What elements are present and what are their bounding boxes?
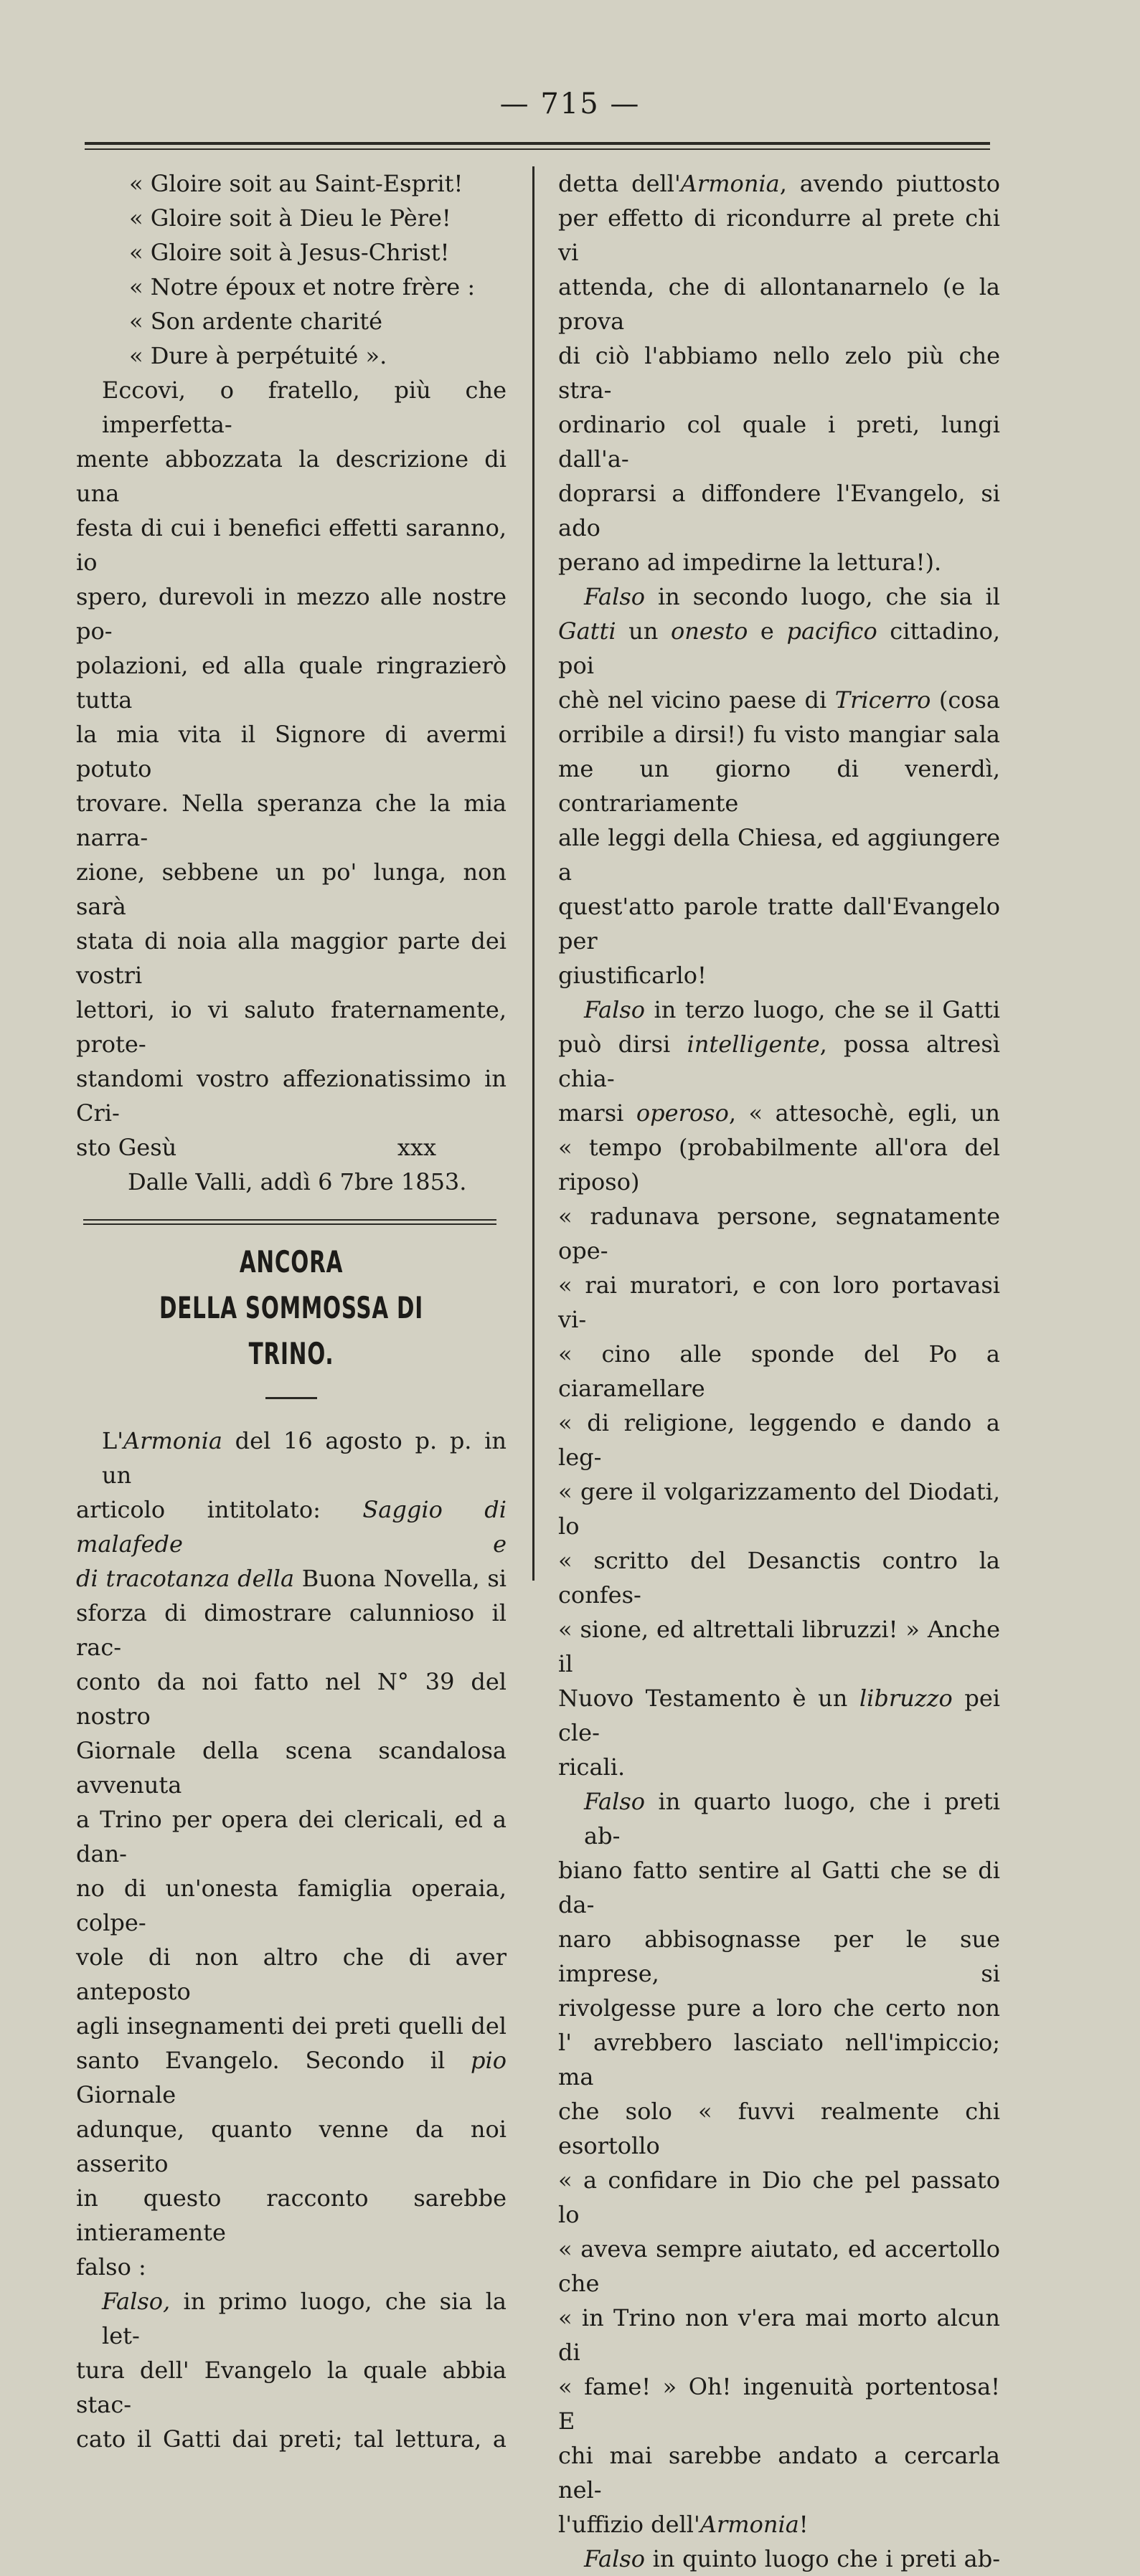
poem bbox=[76, 166, 507, 373]
text-line: rivolgesse pure a loro che certo non bbox=[558, 1994, 1000, 2022]
text-line: trovare. Nella speranza che la mia narra- bbox=[76, 790, 507, 851]
text-line: « fame! » Oh! ingenuità portentosa! E bbox=[558, 2373, 1000, 2435]
text-line: polazioni, ed alla quale ringrazierò tutta bbox=[76, 652, 507, 714]
text-span: cittadino, poi bbox=[558, 617, 1001, 679]
text-line: quest'atto parole tratte dall'Evangelo per bbox=[558, 893, 1000, 955]
text-span: L' bbox=[102, 1427, 124, 1454]
closing-paragraph bbox=[76, 373, 507, 1199]
poem-line: « Dure à perpétuité ». bbox=[129, 342, 387, 369]
text-line: festa di cui i benefici effetti saranno, io bbox=[76, 514, 507, 576]
poem-line: « Gloire soit à Dieu le Père! bbox=[129, 204, 451, 232]
text-line: attenda, che di allontanarnelo (e la prova bbox=[558, 273, 1000, 335]
signature-line bbox=[76, 1130, 507, 1165]
poem-line: « Gloire soit au Saint-Esprit! bbox=[129, 170, 463, 197]
text-line bbox=[558, 579, 1000, 614]
text-line: « cino alle sponde del Po a ciaramellare bbox=[558, 1340, 1000, 1402]
text-span: chè nel vicino paese di bbox=[558, 686, 835, 714]
header-rule bbox=[85, 142, 990, 150]
text-line: a Trino per opera dei clericali, ed a dan- bbox=[76, 1806, 507, 1867]
section-rule bbox=[83, 1219, 496, 1225]
article-paragraph bbox=[558, 166, 1000, 579]
text-span: (cosa bbox=[931, 686, 1001, 714]
text-span: Buona Novella, si bbox=[294, 1565, 507, 1592]
heading-line-1: ANCORA bbox=[239, 1244, 344, 1279]
text-line: « scritto del Desanctis contro la confes- bbox=[558, 1547, 1000, 1609]
text-line: chi mai sarebbe andato a cercarla nel- bbox=[558, 2442, 1000, 2504]
signature-text: sto Gesù bbox=[76, 1134, 177, 1161]
text-line: per effetto di ricondurre al prete chi vi bbox=[558, 204, 1000, 266]
text-span: , possa altresì chia- bbox=[558, 1031, 1001, 1092]
text-line: mente abbozzata la descrizione di una bbox=[76, 445, 507, 507]
dateline: Dalle Valli, addì 6 7bre 1853. bbox=[128, 1168, 467, 1195]
text-line: Giornale della scena scandalosa avvenuta bbox=[76, 1737, 507, 1799]
text-line bbox=[76, 2284, 507, 2353]
italic-span: Falso bbox=[584, 583, 646, 610]
text-span: e bbox=[748, 617, 787, 645]
text-line bbox=[558, 1784, 1000, 1853]
text-line: falso : bbox=[76, 2253, 146, 2281]
text-line: conto da noi fatto nel N° 39 del nostro bbox=[76, 1668, 507, 1730]
text-line: « rai muratori, e con loro portavasi vi- bbox=[558, 1272, 1000, 1333]
article-paragraph bbox=[558, 993, 1000, 1784]
italic-span: libruzzo bbox=[859, 1685, 953, 1712]
text-line bbox=[558, 2507, 1000, 2542]
poem-line: « Gloire soit à Jesus-Christ! bbox=[129, 239, 450, 266]
text-line: in questo racconto sarebbe intieramente bbox=[76, 2184, 507, 2246]
text-line: naro abbisognasse per le sue imprese, si bbox=[558, 1926, 1000, 1987]
text-line: « a confidare in Dio che pel passato lo bbox=[558, 2167, 1000, 2228]
italic-span: Saggio di malafede e bbox=[76, 1496, 507, 1558]
text-span: detta dell' bbox=[558, 170, 681, 197]
text-span: del 16 agosto p. p. in un bbox=[102, 1427, 507, 1489]
text-span: in terzo luogo, che se il Gatti bbox=[645, 996, 1000, 1023]
text-span: in primo luogo, che sia la let- bbox=[102, 2288, 507, 2349]
text-line: stata di noia alla maggior parte dei vostri bbox=[76, 927, 507, 989]
text-line: agli insegnamenti dei preti quelli del bbox=[76, 2012, 507, 2040]
text-span: in quarto luogo, che i preti ab- bbox=[584, 1788, 1000, 1850]
italic-span: Armonia bbox=[123, 1427, 222, 1454]
text-line bbox=[558, 2542, 1000, 2576]
italic-span: pio bbox=[471, 2047, 507, 2074]
left-column bbox=[76, 166, 507, 2456]
italic-span: Falso bbox=[584, 996, 646, 1023]
text-span: marsi bbox=[558, 1099, 636, 1127]
italic-span: Falso bbox=[584, 2545, 646, 2572]
text-line: cato il Gatti dai preti; tal lettura, a bbox=[76, 2425, 507, 2453]
text-span: in secondo luogo, che sia il bbox=[645, 583, 1000, 610]
text-line: « gere il volgarizzamento del Diodati, lo bbox=[558, 1478, 1000, 1540]
text-span: Nuovo Testamento è un bbox=[558, 1685, 859, 1712]
text-line bbox=[558, 993, 1000, 1027]
text-line: ricali. bbox=[558, 1753, 626, 1781]
text-line: zione, sebbene un po' lunga, non sarà bbox=[76, 858, 507, 920]
text-line: alle leggi della Chiesa, ed aggiungere a bbox=[558, 824, 1000, 886]
text-line: perano ad impedirne la lettura!). bbox=[558, 549, 942, 576]
article-heading bbox=[123, 1239, 459, 1377]
article-paragraph bbox=[558, 2542, 1000, 2576]
text-span: , « attesochè, egli, un bbox=[728, 1099, 1001, 1127]
text-line: tura dell' Evangelo la quale abbia stac- bbox=[76, 2357, 507, 2418]
italic-span: onesto bbox=[670, 617, 748, 645]
heading-rule bbox=[265, 1397, 317, 1399]
text-line: « sione, ed altrettali libruzzi! » Anche il bbox=[558, 1616, 1000, 1677]
italic-span: operoso bbox=[636, 1099, 729, 1127]
text-span: ! bbox=[799, 2511, 809, 2538]
italic-span: pacifico bbox=[786, 617, 877, 645]
text-line bbox=[558, 1027, 1000, 1096]
italic-span: Falso, bbox=[102, 2288, 171, 2315]
text-line: la mia vita il Signore di avermi potuto bbox=[76, 721, 507, 782]
article-paragraph bbox=[76, 2284, 507, 2456]
text-span: pei cle- bbox=[558, 1685, 1001, 1746]
poem-line: « Son ardente charité bbox=[129, 308, 383, 335]
text-line bbox=[76, 1561, 507, 1596]
text-line: sforza di dimostrare calunnioso il rac- bbox=[76, 1599, 507, 1661]
text-line: « tempo (probabilmente all'ora del riposo) bbox=[558, 1134, 1000, 1195]
text-span: in quinto luogo che i preti ab- bbox=[645, 2545, 1000, 2572]
text-line: di ciò l'abbiamo nello zelo più che stra- bbox=[558, 342, 1000, 404]
text-line: « di religione, leggendo e dando a leg- bbox=[558, 1409, 1000, 1471]
text-span: Giornale bbox=[76, 2081, 176, 2108]
text-line: « in Trino non v'era mai morto alcun di bbox=[558, 2304, 1000, 2366]
text-span: articolo intitolato: bbox=[76, 1496, 363, 1523]
text-span: un bbox=[616, 617, 671, 645]
text-line: doprarsi a diffondere l'Evangelo, si ado bbox=[558, 480, 1000, 541]
text-span: santo Evangelo. Secondo il bbox=[76, 2047, 471, 2074]
italic-span: Tricerro bbox=[834, 686, 931, 714]
text-line: giustificarlo! bbox=[558, 962, 707, 989]
text-line: biano fatto sentire al Gatti che se di da- bbox=[558, 1857, 1000, 1918]
text-line bbox=[76, 1492, 507, 1561]
italic-span: Armonia bbox=[680, 170, 780, 197]
text-line: lettori, io vi saluto fraternamente, prote- bbox=[76, 996, 507, 1058]
text-line: me un giorno di venerdì, contrariamente bbox=[558, 755, 1000, 817]
text-line: « radunava persone, segnatamente ope- bbox=[558, 1203, 1000, 1264]
text-line bbox=[558, 1096, 1000, 1130]
text-line: Eccovi, o fratello, più che imperfetta- bbox=[102, 377, 507, 438]
text-span: , avendo piuttosto bbox=[779, 170, 1000, 197]
text-line: che solo « fuvvi realmente chi esortollo bbox=[558, 2098, 1000, 2159]
text-line: standomi vostro affezionatissimo in Cri- bbox=[76, 1065, 507, 1127]
text-line bbox=[558, 683, 1000, 717]
text-line: no di un'onesta famiglia operaia, colpe- bbox=[76, 1875, 507, 1936]
article-paragraph bbox=[558, 579, 1000, 993]
text-line: l' avrebbero lasciato nell'impiccio; ma bbox=[558, 2029, 1000, 2090]
italic-span: intelligente bbox=[687, 1031, 820, 1058]
text-line: ordinario col quale i preti, lungi dall'a- bbox=[558, 411, 1000, 473]
text-line: orribile a dirsi!) fu visto mangiar sala bbox=[558, 721, 1000, 748]
text-span: può dirsi bbox=[558, 1031, 687, 1058]
poem-line: « Notre époux et notre frère : bbox=[129, 273, 476, 300]
text-line bbox=[558, 1681, 1000, 1750]
italic-span: Falso bbox=[584, 1788, 646, 1815]
signature-mark: xxx bbox=[397, 1134, 436, 1161]
text-line: vole di non altro che di aver anteposto bbox=[76, 1943, 507, 2005]
text-line: adunque, quanto venne da noi asserito bbox=[76, 2116, 507, 2177]
article-paragraph bbox=[76, 1424, 507, 2284]
italic-span: di tracotanza della bbox=[76, 1565, 295, 1592]
text-span: l'uffizio dell' bbox=[558, 2511, 700, 2538]
column-divider bbox=[532, 166, 534, 1581]
text-line: « aveva sempre aiutato, ed accertollo che bbox=[558, 2235, 1000, 2297]
text-line bbox=[76, 1424, 507, 1492]
italic-span: Armonia bbox=[699, 2511, 799, 2538]
text-line: spero, durevoli in mezzo alle nostre po- bbox=[76, 583, 507, 645]
text-line bbox=[558, 166, 1000, 201]
italic-span: Gatti bbox=[558, 617, 616, 645]
text-line bbox=[76, 2043, 507, 2112]
page-number: — 715 — bbox=[499, 87, 641, 120]
right-column bbox=[558, 166, 1000, 2576]
text-line bbox=[558, 614, 1000, 683]
heading-line-2: DELLA SOMMOSSA DI TRINO. bbox=[159, 1290, 423, 1371]
article-paragraph bbox=[558, 1784, 1000, 2542]
